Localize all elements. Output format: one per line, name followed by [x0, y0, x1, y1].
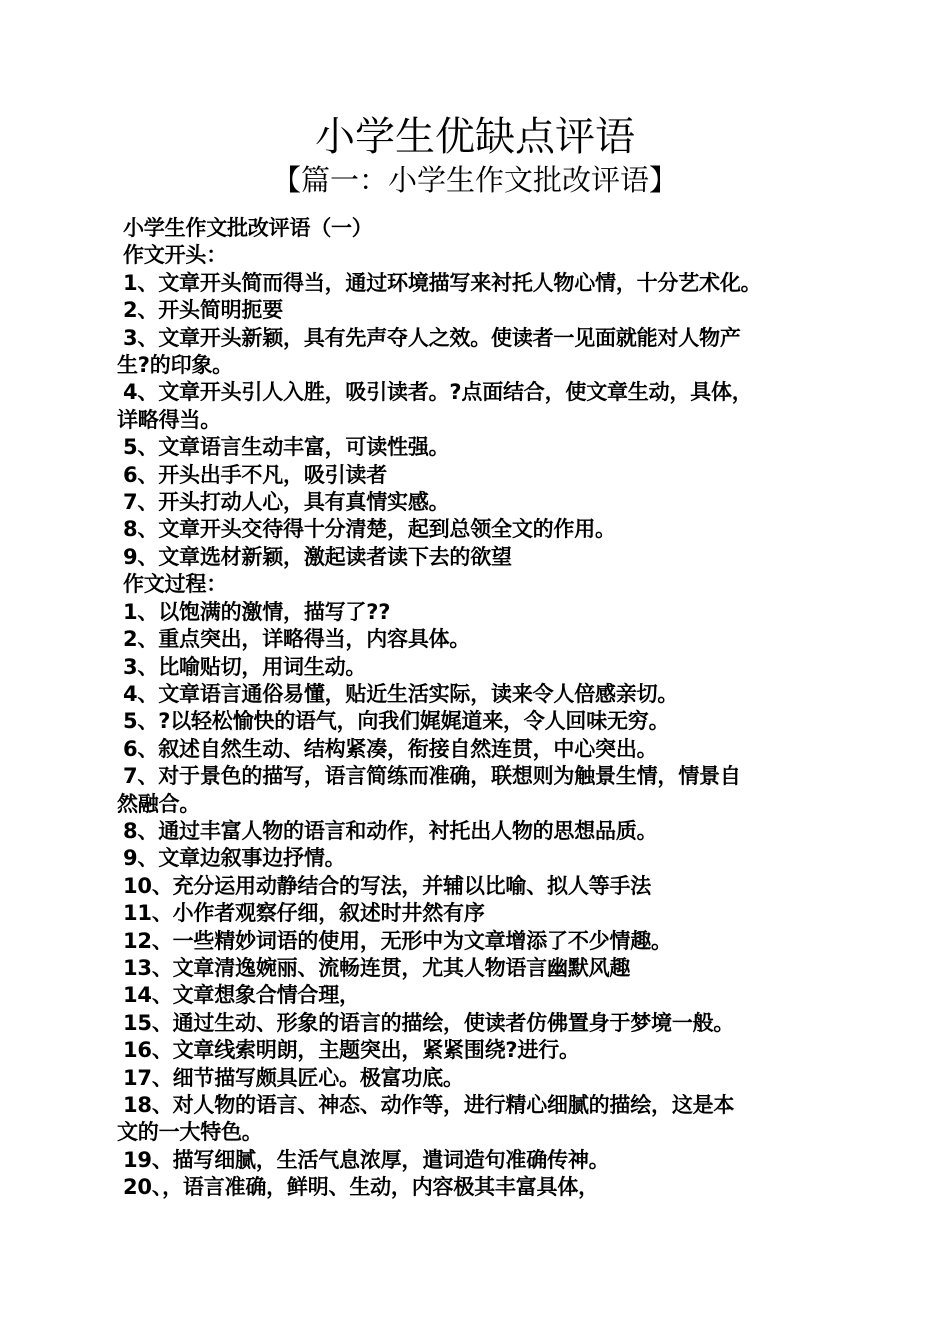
list-item-number: 5、: [123, 709, 159, 734]
list-item: [117, 325, 845, 352]
list-item: [117, 900, 845, 927]
list-item-text: 叙述自然生动、结构紧凑，衔接自然连贯，中心突出。: [158, 736, 658, 761]
list-item-text: 开头出手不凡，吸引读者: [158, 462, 388, 487]
list-item-number: 18、: [123, 1093, 173, 1117]
list-item: [117, 845, 845, 872]
list-item-text: 文章语言通俗易懂，贴近生活实际，读来令人倍感亲切。: [158, 681, 679, 706]
list-item-number: 17、: [123, 1065, 173, 1090]
process-comments-list: [117, 599, 845, 1202]
list-item-number: 3、: [123, 325, 159, 350]
group-heading-process: 作文过程：: [123, 572, 227, 597]
list-item-text: 重点突出，详略得当，内容具体。: [158, 627, 471, 652]
list-item-number: 15、: [123, 1010, 173, 1035]
list-item-number: 5、: [123, 435, 159, 460]
list-item-text: 以饱满的激情，描写了??: [158, 599, 391, 624]
list-item-text: 文章开头新颖，具有先声夺人之效。使读者一见面就能对人物产: [158, 325, 741, 350]
list-item-text: ，语言准确，鲜明、生动，内容极其丰富具体，: [162, 1175, 599, 1200]
list-item-text: 文章边叙事边抒情。: [158, 846, 346, 871]
list-item-text: 文章想象合情合理，: [172, 983, 360, 1008]
list-item-text: 通过丰富人物的语言和动作，衬托出人物的思想品质。: [158, 818, 658, 843]
list-item-text: 文章选材新颖，激起读者读下去的欲望: [158, 544, 512, 569]
list-item-continuation: 然融合。: [117, 791, 201, 816]
list-item-number: 8、: [123, 818, 159, 843]
list-item-number: 6、: [123, 736, 159, 761]
list-item-text: 描写细腻，生活气息浓厚，遣词造句准确传神。: [172, 1147, 610, 1172]
list-item: [117, 681, 845, 708]
list-item: [117, 736, 845, 763]
list-item-number: 1、: [123, 270, 159, 295]
list-item-number: 7、: [123, 764, 159, 789]
list-item-text: 通过生动、形象的语言的描绘，使读者仿佛置身于梦境一般。: [172, 1010, 735, 1035]
list-item-number: 12、: [123, 928, 173, 953]
list-item: [117, 599, 845, 626]
group-heading-opening: 作文开头：: [123, 243, 227, 268]
list-item-text: 文章清逸婉丽、流畅连贯，尤其人物语言幽默风趣: [172, 955, 631, 980]
list-item: [117, 434, 845, 461]
list-item-text: 文章开头交待得十分清楚，起到总领全文的作用。: [158, 517, 616, 542]
list-item: [117, 544, 845, 571]
list-item-text: 一些精妙词语的使用，无形中为文章增添了不少情趣。: [172, 928, 672, 953]
list-item-continuation: 详略得当。: [117, 407, 221, 432]
list-item: [117, 763, 845, 790]
list-item: [117, 379, 845, 406]
list-item: [117, 818, 845, 845]
list-item-number: 9、: [123, 544, 159, 569]
list-item-text: 对人物的语言、神态、动作等，进行精心细腻的描绘，这是本: [172, 1093, 735, 1117]
list-item: [117, 489, 845, 516]
list-item: [117, 1174, 845, 1201]
list-item-text: 小作者观察仔细，叙述时井然有序: [172, 901, 485, 926]
list-item: [117, 1010, 845, 1037]
list-item-number: 20、: [123, 1175, 163, 1200]
section-title: 小学生作文批改评语（一）: [123, 216, 373, 240]
list-item-continuation: 生?的印象。: [117, 353, 233, 378]
list-item-text: 比喻贴切，用词生动。: [158, 654, 367, 679]
list-item-number: 14、: [123, 983, 173, 1008]
list-item: [117, 1092, 845, 1119]
list-item: [117, 1037, 845, 1064]
list-item-number: 8、: [123, 517, 159, 542]
list-item-continuation: 文的一大特色。: [117, 1120, 263, 1145]
list-item-number: 1、: [123, 599, 159, 624]
list-item-number: 6、: [123, 462, 159, 487]
list-item-number: 2、: [123, 298, 159, 323]
list-item-number: 11、: [123, 901, 173, 926]
list-item: [117, 982, 845, 1009]
list-item-number: 4、: [123, 380, 159, 405]
document-title: 小学生优缺点评语: [315, 114, 635, 160]
list-item: [117, 270, 845, 297]
document-subtitle: 【篇一：小学生作文批改评语】: [271, 163, 678, 197]
list-item: [117, 708, 845, 735]
list-item-number: 4、: [123, 681, 159, 706]
list-item: [117, 1065, 845, 1092]
list-item-number: 19、: [123, 1147, 173, 1172]
list-item-number: 2、: [123, 627, 159, 652]
list-item: [117, 297, 845, 324]
list-item-text: ?以轻松愉快的语气，向我们娓娓道来，令人回味无穷。: [158, 709, 670, 734]
list-item-number: 3、: [123, 654, 159, 679]
list-item-text: 文章开头简而得当，通过环境描写来衬托人物心情，十分艺术化。: [158, 270, 762, 295]
list-item: [117, 955, 845, 982]
list-item-number: 9、: [123, 846, 159, 871]
list-item-text: 文章语言生动丰富，可读性强。: [158, 435, 450, 460]
opening-comments-list: [117, 270, 845, 571]
list-item-text: 开头简明扼要: [158, 298, 284, 323]
list-item-text: 文章线索明朗，主题突出，紧紧围绕?进行。: [172, 1038, 580, 1063]
list-item-number: 7、: [123, 490, 159, 515]
list-item-text: 细节描写颇具匠心。极富功底。: [172, 1065, 464, 1090]
list-item: [117, 516, 845, 543]
list-item: [117, 462, 845, 489]
list-item: [117, 626, 845, 653]
list-item: [117, 654, 845, 681]
list-item-text: 对于景色的描写，语言简练而准确，联想则为触景生情，情景自: [158, 764, 741, 789]
list-item-text: 文章开头引人入胜，吸引读者。?点面结合，使文章生动，具体，: [158, 380, 753, 405]
list-item-number: 13、: [123, 955, 173, 980]
list-item-number: 16、: [123, 1038, 173, 1063]
list-item: [117, 1147, 845, 1174]
list-item: [117, 873, 845, 900]
document-body: [117, 215, 845, 1202]
list-item: [117, 928, 845, 955]
list-item-text: 充分运用动静结合的写法，并辅以比喻、拟人等手法: [172, 873, 652, 898]
list-item-text: 开头打动人心，具有真情实感。: [158, 490, 450, 515]
list-item-number: 10、: [123, 873, 173, 898]
